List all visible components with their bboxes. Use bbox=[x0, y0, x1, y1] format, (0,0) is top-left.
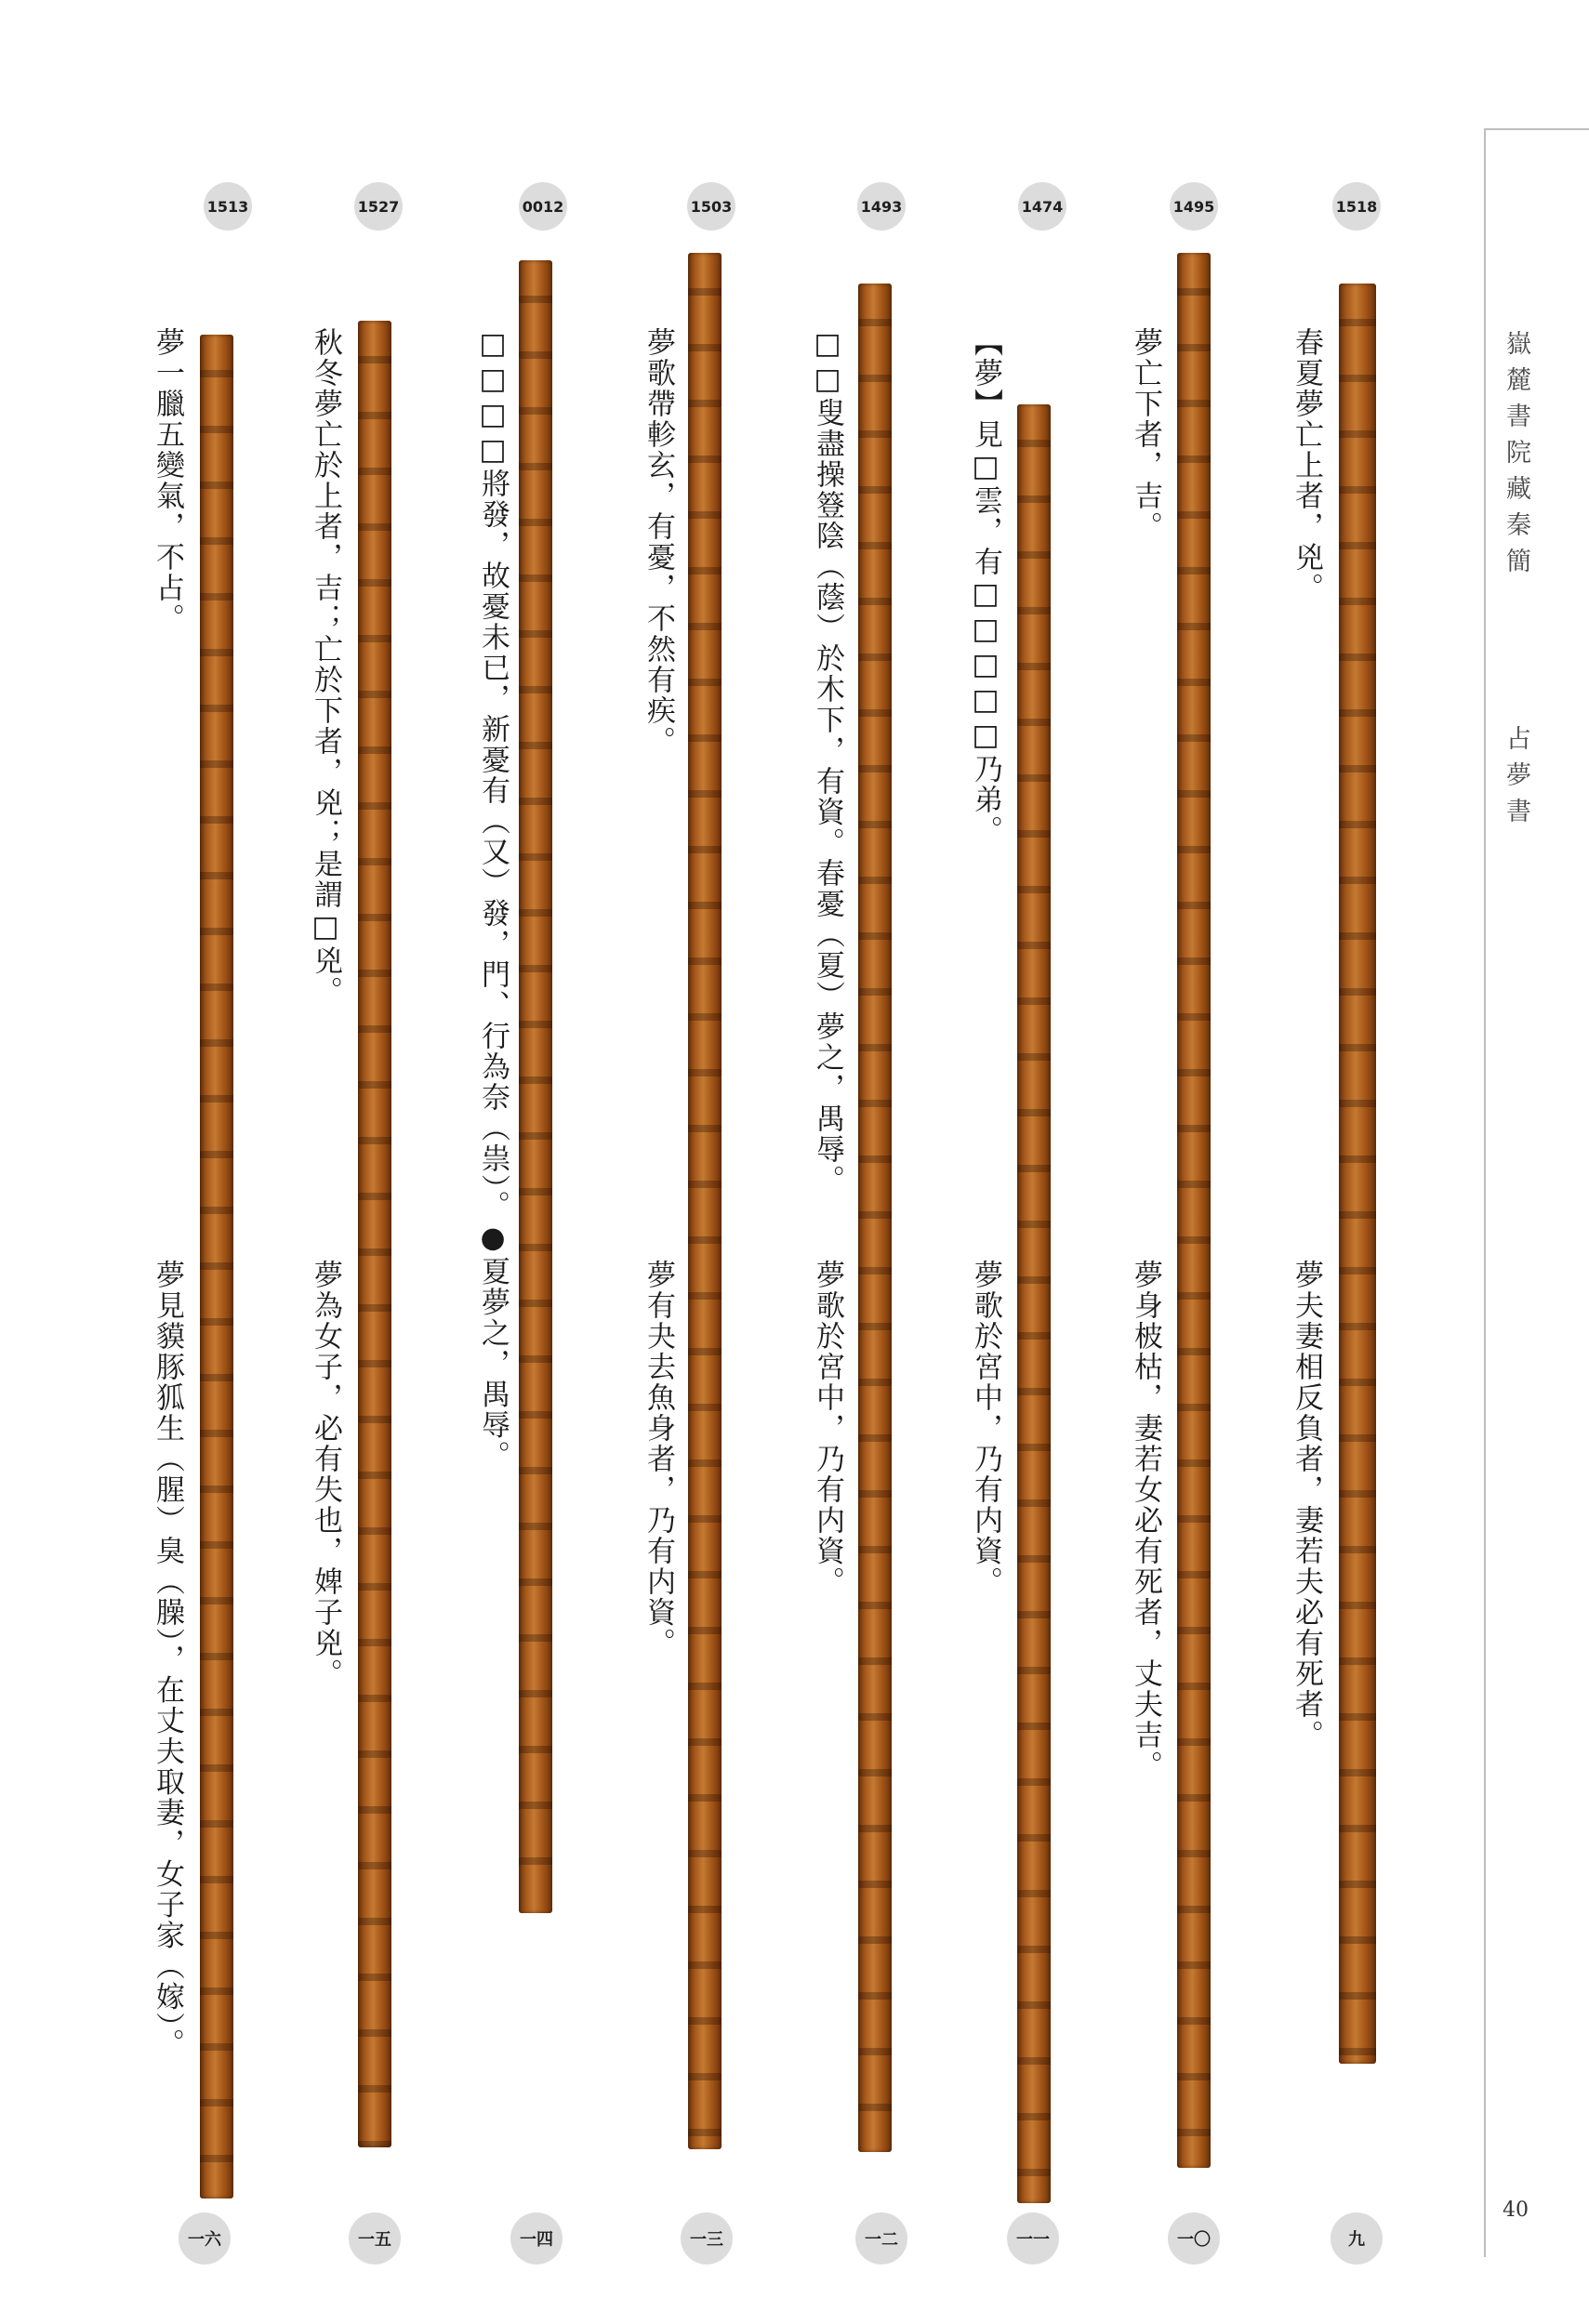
slip-transcription-upper: 秋冬夢亡於上者，吉；亡於下者，兇；是謂□兇。 bbox=[309, 327, 342, 1007]
slip-transcription-upper: 夢亡下者，吉。 bbox=[1129, 327, 1162, 542]
slip-transcription-lower: 夢歌於宮中，乃有内資。 bbox=[811, 1260, 844, 1597]
slip-number-badge: 一一 bbox=[1007, 2212, 1059, 2265]
bamboo-slip-image bbox=[688, 253, 722, 2149]
slip-id-badge: 1493 bbox=[857, 182, 906, 231]
slip-transcription-lower: 夢為女子，必有失也，婢子兇。 bbox=[309, 1260, 342, 1689]
page-number: 40 bbox=[1503, 2199, 1529, 2222]
bamboo-slip-image bbox=[200, 335, 233, 2199]
slip-id-badge: 1495 bbox=[1170, 182, 1218, 231]
slip-number-badge: 一五 bbox=[349, 2212, 401, 2265]
slip-transcription-upper: □□叟盡操簦陰（蔭）於木下，有資。春憂（夏）夢之，禺辱。 bbox=[811, 327, 844, 1195]
slip-id-badge: 1474 bbox=[1018, 182, 1066, 231]
slip-number-badge: 九 bbox=[1331, 2212, 1383, 2265]
bamboo-slip-image bbox=[1339, 284, 1376, 2064]
slip-number-badge: 一三 bbox=[681, 2212, 733, 2265]
bamboo-slip-image bbox=[358, 321, 391, 2147]
slip-transcription-upper: □□□□將發，故憂未已，新憂有（又）發，門、行為奈（祟）。●夏夢之，禺辱。 bbox=[476, 327, 510, 1472]
slip-id-badge: 1503 bbox=[687, 182, 735, 231]
slip-id-badge: 1513 bbox=[204, 182, 252, 231]
slip-transcription-lower: 夢歌於宮中，乃有内資。 bbox=[969, 1260, 1002, 1597]
slip-number-badge: 一〇 bbox=[1168, 2212, 1220, 2265]
slip-id-badge: 1518 bbox=[1332, 182, 1381, 231]
section-title: 占夢書 bbox=[1502, 725, 1530, 834]
slip-number-badge: 一二 bbox=[855, 2212, 907, 2265]
sidebar-border bbox=[1484, 128, 1486, 2257]
slip-transcription-lower: 夢夫妻相反負者，妻若夫必有死者。 bbox=[1290, 1260, 1323, 1750]
slip-transcription-upper: 夢歌帶軫玄，有憂，不然有疾。 bbox=[642, 327, 675, 757]
slip-transcription-upper: 夢一臘五變氣，不占。 bbox=[151, 327, 184, 634]
slip-transcription-lower: 夢有夬去魚身者，乃有内資。 bbox=[642, 1260, 675, 1658]
book-title: 嶽麓書院藏秦簡 bbox=[1502, 330, 1530, 584]
sidebar-border-top bbox=[1484, 128, 1589, 130]
slip-id-badge: 1527 bbox=[354, 182, 403, 231]
slip-transcription-lower: 夢身柀枯，妻若女必有死者，丈夫吉。 bbox=[1129, 1260, 1162, 1781]
slip-transcription-upper: 【夢】見□雲，有□□□□□乃弟。 bbox=[969, 327, 1002, 846]
slip-number-badge: 一四 bbox=[510, 2212, 563, 2265]
slip-transcription-upper: 春夏夢亡上者，兇。 bbox=[1290, 327, 1323, 603]
bamboo-slip-image bbox=[1177, 253, 1211, 2168]
bamboo-slip-image bbox=[858, 284, 892, 2152]
slip-id-badge: 0012 bbox=[519, 182, 567, 231]
bamboo-slip-image bbox=[519, 260, 552, 1913]
slip-transcription-lower: 夢見貘豚狐生（腥）臭（臊），在丈夫取妻，女子家（嫁）。 bbox=[151, 1260, 184, 2059]
bamboo-slip-image bbox=[1017, 404, 1051, 2203]
slip-number-badge: 一六 bbox=[179, 2212, 231, 2265]
